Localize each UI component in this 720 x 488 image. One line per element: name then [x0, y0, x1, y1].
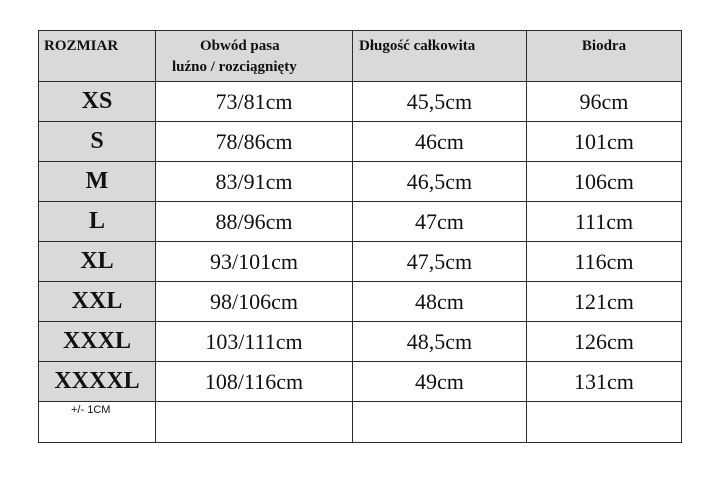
length-cell: 46,5cm: [353, 162, 527, 202]
hips-cell: 121cm: [527, 282, 682, 322]
empty-cell: [527, 402, 682, 443]
hips-cell: 101cm: [527, 122, 682, 162]
hips-cell: 96cm: [527, 82, 682, 122]
hips-cell: 111cm: [527, 202, 682, 242]
table-row: [39, 322, 682, 362]
table-row: [39, 362, 682, 402]
empty-cell: [353, 402, 527, 443]
waist-cell: 108/116cm: [156, 362, 353, 402]
size-cell: M: [39, 162, 156, 202]
header-waist-line1: Obwód pasa: [200, 38, 280, 54]
table-row: [39, 282, 682, 322]
waist-cell: 83/91cm: [156, 162, 353, 202]
hips-cell: 116cm: [527, 242, 682, 282]
size-cell: XL: [39, 242, 156, 282]
table-row: [39, 202, 682, 242]
hips-cell: 126cm: [527, 322, 682, 362]
waist-cell: 88/96cm: [156, 202, 353, 242]
header-size: ROZMIAR: [39, 31, 156, 82]
size-cell: XXXXL: [39, 362, 156, 402]
size-cell: L: [39, 202, 156, 242]
header-length: Długość całkowita: [353, 31, 527, 82]
waist-cell: 93/101cm: [156, 242, 353, 282]
note-row: [39, 402, 682, 443]
length-cell: 48,5cm: [353, 322, 527, 362]
waist-cell: 78/86cm: [156, 122, 353, 162]
header-waist: [156, 31, 353, 82]
hips-cell: 106cm: [527, 162, 682, 202]
size-cell: S: [39, 122, 156, 162]
length-cell: 46cm: [353, 122, 527, 162]
waist-cell: 103/111cm: [156, 322, 353, 362]
length-cell: 45,5cm: [353, 82, 527, 122]
header-row: [39, 31, 682, 82]
size-cell: XXXL: [39, 322, 156, 362]
waist-cell: 98/106cm: [156, 282, 353, 322]
length-cell: 47,5cm: [353, 242, 527, 282]
size-chart-table: [38, 30, 682, 443]
size-cell: XS: [39, 82, 156, 122]
length-cell: 49cm: [353, 362, 527, 402]
size-cell: XXL: [39, 282, 156, 322]
empty-cell: [156, 402, 353, 443]
hips-cell: 131cm: [527, 362, 682, 402]
tolerance-note: +/- 1CM: [39, 402, 156, 443]
header-waist-line2: luźno / rozciągnięty: [172, 59, 297, 75]
table-row: [39, 162, 682, 202]
length-cell: 48cm: [353, 282, 527, 322]
table-row: [39, 82, 682, 122]
table-row: [39, 242, 682, 282]
header-hips: Biodra: [527, 31, 682, 82]
table-row: [39, 122, 682, 162]
length-cell: 47cm: [353, 202, 527, 242]
waist-cell: 73/81cm: [156, 82, 353, 122]
